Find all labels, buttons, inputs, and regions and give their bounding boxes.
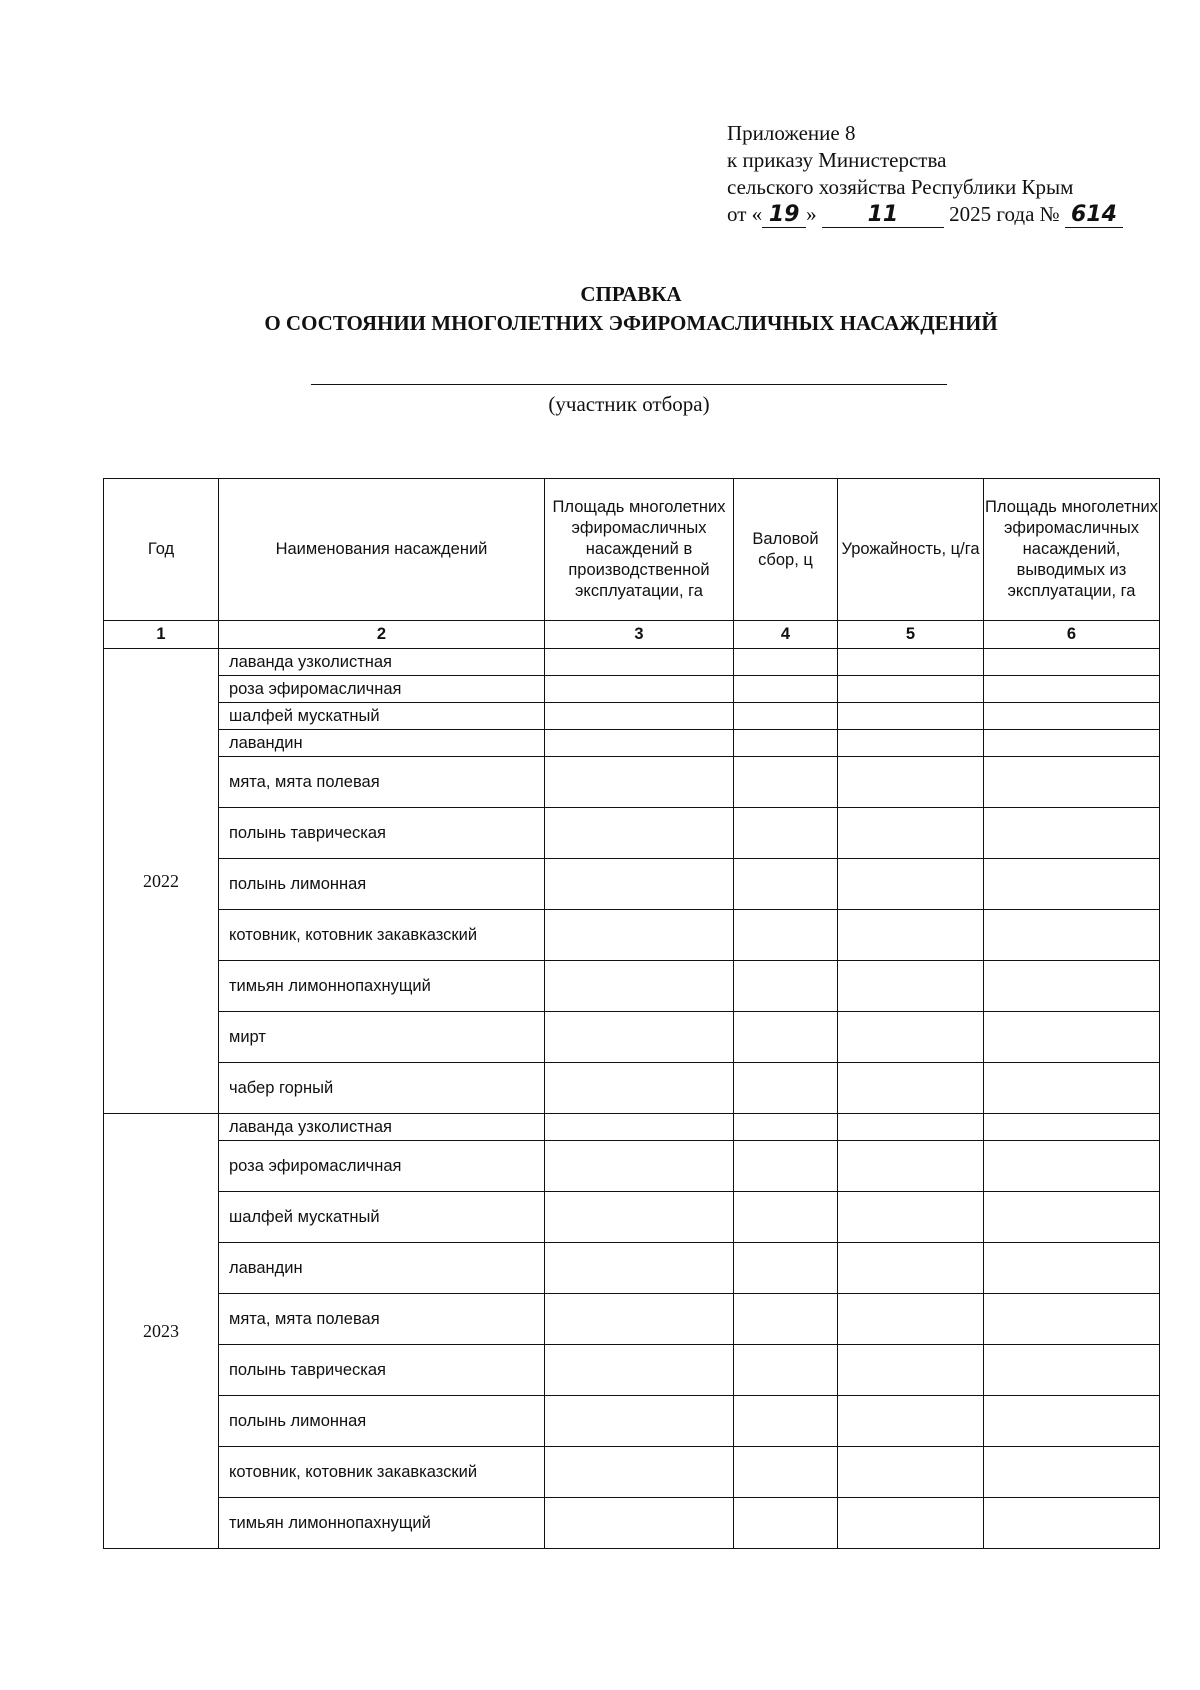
area-production-cell[interactable] <box>545 1447 734 1498</box>
area-production-cell[interactable] <box>545 1114 734 1141</box>
yield-cell[interactable] <box>838 649 984 676</box>
area-decommissioned-cell[interactable] <box>984 1114 1160 1141</box>
plant-name-cell: мята, мята полевая <box>219 757 545 808</box>
area-production-cell[interactable] <box>545 808 734 859</box>
area-production-cell[interactable] <box>545 1243 734 1294</box>
table-row <box>104 703 1160 730</box>
table-row <box>104 1114 1160 1141</box>
area-decommissioned-cell[interactable] <box>984 859 1160 910</box>
area-production-cell[interactable] <box>545 676 734 703</box>
area-decommissioned-cell[interactable] <box>984 649 1160 676</box>
header-yield: Урожайность, ц/га <box>838 479 984 621</box>
gross-harvest-cell[interactable] <box>734 808 838 859</box>
plant-name-cell: шалфей мускатный <box>219 1192 545 1243</box>
yield-cell[interactable] <box>838 1141 984 1192</box>
col-number: 3 <box>545 621 734 649</box>
table-row <box>104 1063 1160 1114</box>
area-decommissioned-cell[interactable] <box>984 1012 1160 1063</box>
yield-cell[interactable] <box>838 1294 984 1345</box>
header-area-decommissioned: Площадь многолетних эфиромасличных насаждений, выводимых из эксплуатации, га <box>984 479 1160 621</box>
gross-harvest-cell[interactable] <box>734 1498 838 1549</box>
col-number: 6 <box>984 621 1160 649</box>
header-plant-name: Наименования насаждений <box>219 479 545 621</box>
yield-cell[interactable] <box>838 1447 984 1498</box>
area-decommissioned-cell[interactable] <box>984 961 1160 1012</box>
table-row <box>104 1243 1160 1294</box>
table-row <box>104 757 1160 808</box>
gross-harvest-cell[interactable] <box>734 1192 838 1243</box>
table-row <box>104 910 1160 961</box>
year-cell-2022: 2022 <box>104 649 219 1114</box>
area-production-cell[interactable] <box>545 859 734 910</box>
col-number: 4 <box>734 621 838 649</box>
yield-cell[interactable] <box>838 910 984 961</box>
date-month-field: 11 <box>822 203 944 228</box>
area-decommissioned-cell[interactable] <box>984 1294 1160 1345</box>
gross-harvest-cell[interactable] <box>734 1345 838 1396</box>
gross-harvest-cell[interactable] <box>734 676 838 703</box>
area-production-cell[interactable] <box>545 1012 734 1063</box>
area-production-cell[interactable] <box>545 1192 734 1243</box>
title-line-1: СПРАВКА <box>580 282 682 306</box>
table-row <box>104 1192 1160 1243</box>
plant-name-cell: лаванда узколистная <box>219 1114 545 1141</box>
col-number: 2 <box>219 621 545 649</box>
area-production-cell[interactable] <box>545 1345 734 1396</box>
gross-harvest-cell[interactable] <box>734 1294 838 1345</box>
plant-name-cell: роза эфиромасличная <box>219 676 545 703</box>
document-title <box>0 280 1200 338</box>
area-decommissioned-cell[interactable] <box>984 676 1160 703</box>
plant-name-cell: тимьян лимоннопахнущий <box>219 961 545 1012</box>
header-row <box>104 479 1160 621</box>
plantings-table <box>103 478 1160 1549</box>
table-row <box>104 1396 1160 1447</box>
year-cell-2023: 2023 <box>104 1114 219 1549</box>
yield-cell[interactable] <box>838 1396 984 1447</box>
area-decommissioned-cell[interactable] <box>984 1243 1160 1294</box>
table-row <box>104 808 1160 859</box>
yield-cell[interactable] <box>838 1012 984 1063</box>
area-decommissioned-cell[interactable] <box>984 1396 1160 1447</box>
gross-harvest-cell[interactable] <box>734 1114 838 1141</box>
area-decommissioned-cell[interactable] <box>984 1063 1160 1114</box>
gross-harvest-cell[interactable] <box>734 1396 838 1447</box>
appendix-order-ref: к приказу Министерства <box>727 148 947 172</box>
gross-harvest-cell[interactable] <box>734 649 838 676</box>
header-area-production: Площадь многолетних эфиромасличных насаждений в производственной эксплуатации, га <box>545 479 734 621</box>
col-number: 1 <box>104 621 219 649</box>
plant-name-cell: полынь лимонная <box>219 859 545 910</box>
plant-name-cell: мирт <box>219 1012 545 1063</box>
table-row <box>104 1141 1160 1192</box>
area-decommissioned-cell[interactable] <box>984 730 1160 757</box>
plant-name-cell: лавандин <box>219 1243 545 1294</box>
yield-cell[interactable] <box>838 859 984 910</box>
area-decommissioned-cell[interactable] <box>984 1447 1160 1498</box>
area-decommissioned-cell[interactable] <box>984 703 1160 730</box>
area-decommissioned-cell[interactable] <box>984 808 1160 859</box>
table-row <box>104 676 1160 703</box>
area-decommissioned-cell[interactable] <box>984 757 1160 808</box>
table-row <box>104 961 1160 1012</box>
area-production-cell[interactable] <box>545 1294 734 1345</box>
plant-name-cell: шалфей мускатный <box>219 703 545 730</box>
area-production-cell[interactable] <box>545 703 734 730</box>
area-decommissioned-cell[interactable] <box>984 1498 1160 1549</box>
gross-harvest-cell[interactable] <box>734 703 838 730</box>
area-production-cell[interactable] <box>545 757 734 808</box>
plant-name-cell: мята, мята полевая <box>219 1294 545 1345</box>
yield-cell[interactable] <box>838 676 984 703</box>
plant-name-cell: чабер горный <box>219 1063 545 1114</box>
title-line-2: О СОСТОЯНИИ МНОГОЛЕТНИХ ЭФИРОМАСЛИЧНЫХ НАСАЖДЕНИЙ <box>264 311 998 335</box>
table-row <box>104 1294 1160 1345</box>
table-row <box>104 1498 1160 1549</box>
area-production-cell[interactable] <box>545 961 734 1012</box>
yield-cell[interactable] <box>838 1345 984 1396</box>
order-number-field: 614 <box>1065 203 1123 228</box>
gross-harvest-cell[interactable] <box>734 1447 838 1498</box>
area-production-cell[interactable] <box>545 1396 734 1447</box>
yield-cell[interactable] <box>838 1243 984 1294</box>
area-decommissioned-cell[interactable] <box>984 1192 1160 1243</box>
gross-harvest-cell[interactable] <box>734 859 838 910</box>
yield-cell[interactable] <box>838 1192 984 1243</box>
appendix-date-line <box>727 201 1123 228</box>
date-prefix: от « <box>727 202 763 226</box>
header-year: Год <box>104 479 219 621</box>
participant-caption: (участник отбора) <box>548 392 710 416</box>
area-production-cell[interactable] <box>545 649 734 676</box>
plant-name-cell: лавандин <box>219 730 545 757</box>
gross-harvest-cell[interactable] <box>734 1243 838 1294</box>
yield-cell[interactable] <box>838 1114 984 1141</box>
appendix-block <box>727 120 1123 228</box>
gross-harvest-cell[interactable] <box>734 961 838 1012</box>
date-mid: » <box>806 202 817 226</box>
gross-harvest-cell[interactable] <box>734 1063 838 1114</box>
area-decommissioned-cell[interactable] <box>984 1345 1160 1396</box>
yield-cell[interactable] <box>838 730 984 757</box>
table-row <box>104 1345 1160 1396</box>
area-production-cell[interactable] <box>545 1063 734 1114</box>
gross-harvest-cell[interactable] <box>734 1141 838 1192</box>
plant-name-cell: котовник, котовник закавказский <box>219 910 545 961</box>
date-suffix: 2025 года № <box>949 202 1060 226</box>
yield-cell[interactable] <box>838 1498 984 1549</box>
header-gross-harvest: Валовой сбор, ц <box>734 479 838 621</box>
area-decommissioned-cell[interactable] <box>984 910 1160 961</box>
gross-harvest-cell[interactable] <box>734 757 838 808</box>
yield-cell[interactable] <box>838 961 984 1012</box>
plant-name-cell: полынь лимонная <box>219 1396 545 1447</box>
plant-name-cell: лаванда узколистная <box>219 649 545 676</box>
date-day-field: 19 <box>762 203 806 228</box>
yield-cell[interactable] <box>838 703 984 730</box>
area-production-cell[interactable] <box>545 910 734 961</box>
yield-cell[interactable] <box>838 808 984 859</box>
table-row <box>104 730 1160 757</box>
plant-name-cell: полынь таврическая <box>219 808 545 859</box>
area-production-cell[interactable] <box>545 1498 734 1549</box>
table-row <box>104 1447 1160 1498</box>
area-production-cell[interactable] <box>545 1141 734 1192</box>
gross-harvest-cell[interactable] <box>734 730 838 757</box>
area-decommissioned-cell[interactable] <box>984 1141 1160 1192</box>
gross-harvest-cell[interactable] <box>734 910 838 961</box>
col-number: 5 <box>838 621 984 649</box>
area-production-cell[interactable] <box>545 730 734 757</box>
gross-harvest-cell[interactable] <box>734 1012 838 1063</box>
plant-name-cell: полынь таврическая <box>219 1345 545 1396</box>
plant-name-cell: тимьян лимоннопахнущий <box>219 1498 545 1549</box>
yield-cell[interactable] <box>838 757 984 808</box>
appendix-title: Приложение 8 <box>727 121 856 145</box>
appendix-ministry: сельского хозяйства Республики Крым <box>727 175 1074 199</box>
table-row <box>104 649 1160 676</box>
yield-cell[interactable] <box>838 1063 984 1114</box>
column-number-row <box>104 621 1160 649</box>
plant-name-cell: котовник, котовник закавказский <box>219 1447 545 1498</box>
table-row <box>104 1012 1160 1063</box>
participant-blank-line <box>311 384 947 385</box>
table-row <box>104 859 1160 910</box>
plant-name-cell: роза эфиромасличная <box>219 1141 545 1192</box>
